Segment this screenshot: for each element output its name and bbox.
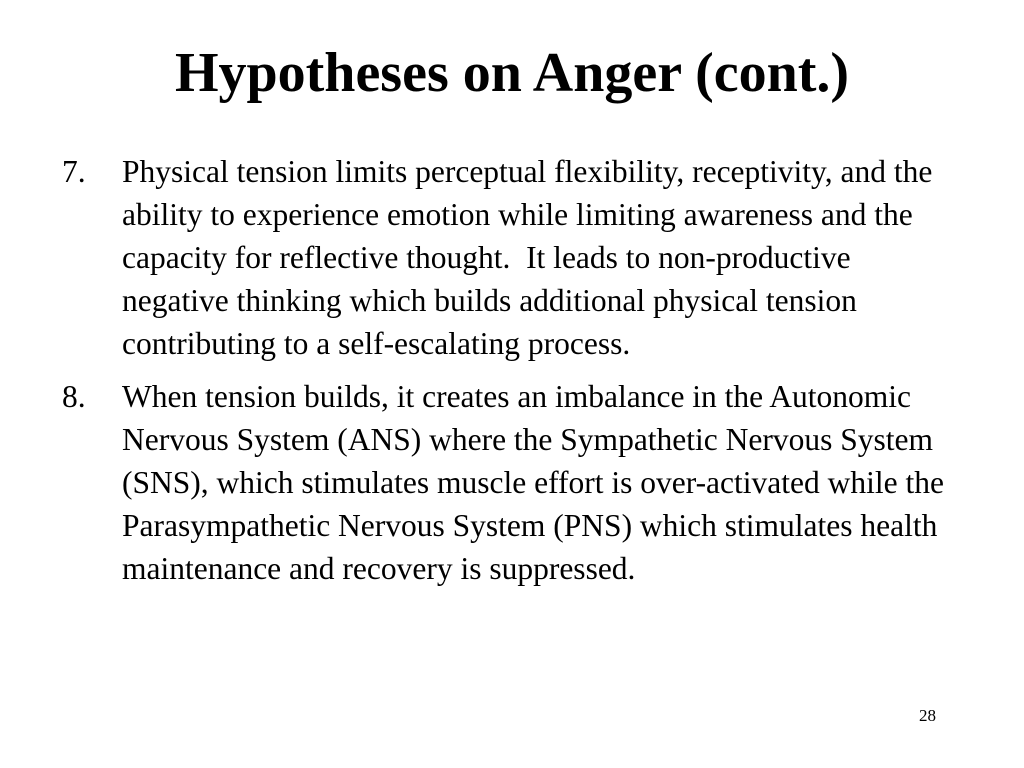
list-item-text: When tension builds, it creates an imbalance in the Autonomic Nervous System (ANS) where the Sympathetic Nervous System (SNS), which stimulates muscle effort is over-activated while the Parasympathetic Nervous System (PNS) which stimulates health maintenance and recovery is suppressed. (122, 379, 952, 586)
slide-body (62, 150, 962, 600)
list-item (62, 150, 962, 365)
slide-title: Hypotheses on Anger (cont.) (174, 42, 850, 104)
list-item-number: 7. (62, 154, 86, 189)
list-item (62, 375, 962, 590)
page-number: 28 (919, 706, 936, 725)
list-item-number: 8. (62, 379, 86, 414)
list-item-text: Physical tension limits perceptual flexibility, receptivity, and the ability to experience emotion while limiting awareness and the capacity for reflective thought. It leads to non-productive negative thinking which builds additional physical tension contributing to a self-escalating process. (122, 154, 941, 361)
